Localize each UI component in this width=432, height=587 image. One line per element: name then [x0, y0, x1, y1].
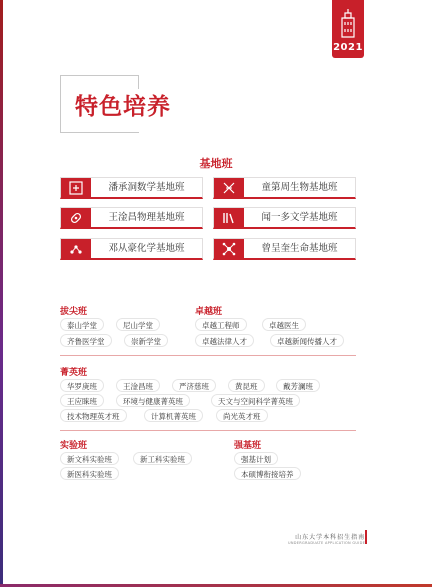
base-item-label: 潘承洞数学基地班: [108, 182, 185, 193]
books-icon: [222, 211, 236, 225]
qiangji-item: 本硕博衔接培养: [234, 467, 301, 480]
jingying-item: 计算机菁英班: [144, 409, 203, 422]
jingying-item: 严济慈班: [172, 379, 216, 392]
building-icon: [339, 8, 357, 38]
base-item-label: 童第周生物基地班: [261, 182, 338, 193]
base-item-label: 王淦昌物理基地班: [108, 212, 185, 223]
bajian-item: 齐鲁医学堂: [60, 334, 112, 347]
footer-subtitle: UNDERGRADUATE APPLICATION GUIDE: [288, 541, 366, 545]
divider: [60, 430, 356, 431]
dna-icon: [222, 181, 236, 195]
base-item-life[interactable]: [213, 238, 356, 260]
shiyan-item: 新工科实验班: [133, 452, 192, 465]
footer-title: 山东大学本科招生指南: [295, 534, 366, 541]
base-item-biology[interactable]: [213, 177, 356, 199]
jingying-title: 菁英班: [60, 368, 88, 378]
jingying-item: 戴芳澜班: [276, 379, 320, 392]
qiangji-title: 强基班: [234, 441, 262, 451]
base-item-physics[interactable]: [60, 207, 203, 229]
life-icon: [222, 242, 236, 256]
footer-accent-bar: [365, 530, 367, 544]
shiyan-item: 新医科实验班: [60, 467, 119, 480]
page-left-edge: [0, 0, 3, 587]
zhuoyue-item: 卓越医生: [262, 318, 306, 331]
jingying-item: 天文与空间科学菁英班: [211, 394, 300, 407]
base-item-chemistry[interactable]: [60, 238, 203, 260]
divider: [60, 355, 356, 356]
zhuoyue-item: 卓越法律人才: [195, 334, 254, 347]
jingying-item: 王淦昌班: [116, 379, 160, 392]
math-icon: [69, 181, 83, 195]
zhuoyue-title: 卓越班: [195, 307, 223, 317]
base-item-label: 闻一多文学基地班: [261, 212, 338, 223]
bajian-item: 泰山学堂: [60, 318, 104, 331]
jingying-item: 技术物理英才班: [60, 409, 127, 422]
molecule-icon: [69, 242, 83, 256]
footer-guide: [288, 532, 365, 545]
base-section-title: 基地班: [199, 157, 233, 170]
base-item-math[interactable]: [60, 177, 203, 199]
zhuoyue-item: 卓越新闻传播人才: [270, 334, 344, 347]
qiangji-item: 强基计划: [234, 452, 278, 465]
bajian-item: 崇新学堂: [124, 334, 168, 347]
shiyan-item: 新文科实验班: [60, 452, 119, 465]
jingying-item: 王应睐班: [60, 394, 104, 407]
zhuoyue-item: 卓越工程师: [195, 318, 247, 331]
bajian-item: 尼山学堂: [116, 318, 160, 331]
bajian-title: 拔尖班: [60, 307, 88, 317]
jingying-item: 环境与健康菁英班: [116, 394, 190, 407]
shiyan-title: 实验班: [60, 441, 88, 451]
jingying-item: 黄昆班: [228, 379, 265, 392]
base-item-literature[interactable]: [213, 207, 356, 229]
year-badge: [332, 0, 364, 58]
base-item-label: 曾呈奎生命基地班: [261, 243, 338, 254]
jingying-item: 华罗庚班: [60, 379, 104, 392]
page-title: 特色培养: [75, 94, 171, 120]
physics-icon: [69, 211, 83, 225]
year-label: 2021: [333, 42, 363, 53]
jingying-item: 尚光英才班: [216, 409, 268, 422]
base-item-label: 邓从豪化学基地班: [108, 243, 185, 254]
